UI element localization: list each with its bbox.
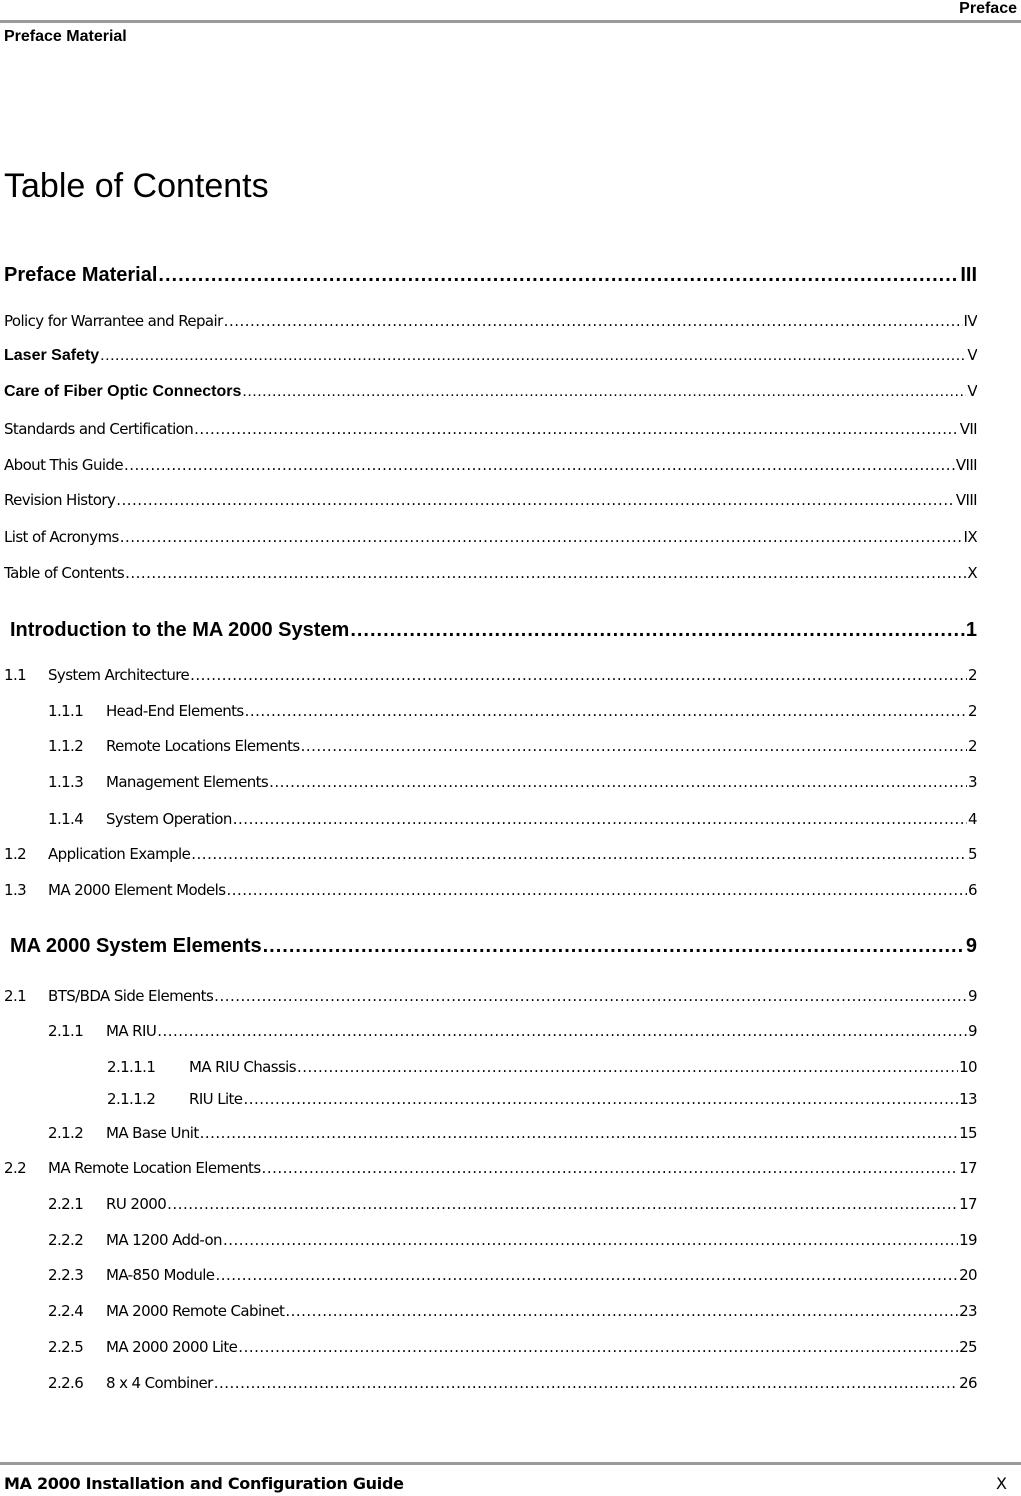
toc-entry-text: Head-End Elements [106, 702, 244, 720]
toc-entry-page: 9 [965, 935, 977, 957]
toc-entry-number: 1.1.1 [48, 702, 84, 720]
toc-entry-2-2-2[interactable] [48, 1229, 977, 1251]
toc-entry-page: V [967, 382, 977, 400]
toc-leader [243, 1088, 958, 1110]
toc-entry-1-1-4[interactable] [48, 808, 977, 830]
toc-leader [262, 1157, 959, 1179]
footer-page-number: X [996, 1474, 1007, 1493]
toc-entry-number: 1.1 [4, 666, 27, 684]
toc-entry-text: Application Example [48, 845, 191, 863]
toc-entry-table-of-contents[interactable] [4, 562, 977, 584]
toc-entry-text: MA Base Unit [106, 1124, 199, 1142]
toc-leader [100, 345, 966, 366]
toc-entry-page: VII [959, 420, 977, 438]
toc-entry-page: 23 [959, 1302, 977, 1320]
toc-entry-2-1-2[interactable] [48, 1122, 977, 1144]
toc-leader [157, 1020, 967, 1042]
toc-leader [124, 454, 955, 476]
toc-entry-1-3[interactable] [4, 879, 977, 901]
toc-entry-page: X [967, 564, 977, 582]
toc-entry-number: 2.2.2 [48, 1231, 84, 1249]
toc-leader [200, 1122, 959, 1144]
toc-entry-page: 2 [968, 702, 977, 720]
toc-entry-page: 3 [968, 773, 977, 791]
toc-leader [190, 664, 967, 686]
toc-leader [167, 1193, 958, 1215]
toc-leader [214, 985, 967, 1007]
toc-entry-text: List of Acronyms [4, 528, 119, 546]
toc-entry-number: 2.1 [4, 987, 27, 1005]
toc-entry-2-1[interactable] [4, 985, 977, 1007]
toc-entry-page: 5 [968, 845, 977, 863]
toc-entry-number: 2.1.1.2 [107, 1090, 156, 1108]
toc-entry-chapter-2[interactable] [10, 933, 977, 959]
toc-entry-page: 25 [959, 1338, 977, 1356]
toc-entry-chapter-1[interactable] [10, 617, 977, 643]
toc-entry-page: 19 [959, 1231, 977, 1249]
toc-entry-page: 13 [959, 1090, 977, 1108]
toc-entry-1-1[interactable] [4, 664, 977, 686]
toc-entry-number: 2.2.3 [48, 1266, 84, 1284]
toc-entry-number: 2.1.2 [48, 1124, 84, 1142]
toc-entry-text: MA RIU Chassis [189, 1058, 296, 1076]
toc-entry-page: 17 [959, 1159, 977, 1177]
toc-entry-page: IX [963, 528, 977, 546]
toc-entry-page: 9 [968, 1022, 977, 1040]
toc-entry-number: 1.3 [4, 881, 27, 899]
toc-entry-text: MA 2000 2000 Lite [106, 1338, 238, 1356]
toc-entry-page: 10 [959, 1058, 977, 1076]
toc-entry-text: MA 2000 System Elements [10, 935, 262, 957]
footer-document-title: MA 2000 Installation and Configuration Guide [4, 1474, 404, 1493]
toc-leader [223, 1229, 958, 1251]
toc-entry-1-1-1[interactable] [48, 700, 977, 722]
toc-entry-number: 1.1.2 [48, 737, 84, 755]
running-header-section: Preface [959, 0, 1017, 17]
toc-leader [269, 771, 967, 793]
toc-entry-number: 2.2.1 [48, 1195, 84, 1213]
toc-entry-page: III [960, 264, 977, 286]
header-rule [0, 20, 1021, 23]
toc-entry-2-1-1[interactable] [48, 1020, 977, 1042]
toc-leader [191, 843, 967, 865]
toc-entry-2-1-1-2[interactable] [107, 1088, 977, 1110]
toc-entry-text: System Operation [106, 810, 232, 828]
toc-entry-text: MA RIU [106, 1022, 157, 1040]
toc-entry-text: Standards and Certification [4, 420, 194, 438]
toc-entry-policy[interactable] [4, 310, 977, 332]
toc-entry-standards[interactable] [4, 418, 977, 440]
toc-entry-number: 2.2.4 [48, 1302, 84, 1320]
toc-leader [226, 879, 967, 901]
toc-entry-about-guide[interactable] [4, 454, 977, 476]
toc-entry-text: RIU Lite [189, 1090, 243, 1108]
toc-entry-preface-material[interactable] [4, 262, 977, 288]
toc-entry-page: 9 [968, 987, 977, 1005]
toc-leader [242, 381, 966, 402]
toc-entry-page: VIII [955, 456, 977, 474]
footer-rule [0, 1462, 1021, 1465]
toc-entry-number: 2.2.5 [48, 1338, 84, 1356]
toc-entry-acronyms[interactable] [4, 526, 977, 548]
toc-leader [215, 1264, 958, 1286]
toc-entry-1-1-2[interactable] [48, 735, 977, 757]
toc-entry-text: Remote Locations Elements [106, 737, 300, 755]
toc-leader [301, 735, 967, 757]
toc-leader [158, 262, 959, 288]
toc-leader [194, 418, 959, 440]
toc-entry-2-2-1[interactable] [48, 1193, 977, 1215]
toc-entry-page: 2 [968, 666, 977, 684]
toc-entry-1-2[interactable] [4, 843, 977, 865]
toc-entry-page: 6 [968, 881, 977, 899]
toc-entry-2-1-1-1[interactable] [107, 1056, 977, 1078]
toc-entry-text: Policy for Warrantee and Repair [4, 312, 223, 330]
toc-leader [285, 1300, 958, 1322]
toc-entry-number: 2.2.6 [48, 1374, 84, 1392]
toc-entry-text: MA 1200 Add-on [106, 1231, 222, 1249]
toc-leader [224, 310, 963, 332]
toc-entry-fiber-connectors[interactable] [4, 380, 977, 402]
toc-entry-page: 15 [959, 1124, 977, 1142]
toc-entry-text: Revision History [4, 491, 116, 509]
toc-entry-number: 1.1.3 [48, 773, 84, 791]
toc-entry-number: 2.1.1.1 [107, 1058, 156, 1076]
toc-entry-number: 1.2 [4, 845, 27, 863]
toc-entry-text: BTS/BDA Side Elements [48, 987, 214, 1005]
toc-entry-text: System Architecture [48, 666, 190, 684]
toc-entry-2-2-4[interactable] [48, 1300, 977, 1322]
toc-entry-text: Care of Fiber Optic Connectors [4, 383, 242, 400]
toc-entry-text: 8 x 4 Combiner [106, 1374, 213, 1392]
toc-entry-page: 17 [959, 1195, 977, 1213]
toc-entry-page: 20 [959, 1266, 977, 1284]
toc-entry-number: 2.2 [4, 1159, 27, 1177]
toc-entry-2-2-3[interactable] [48, 1264, 977, 1286]
toc-entry-text: MA 2000 Remote Cabinet [106, 1302, 285, 1320]
toc-leader [245, 700, 967, 722]
toc-entry-text: Preface Material [4, 264, 158, 286]
toc-entry-text: About This Guide [4, 456, 123, 474]
toc-entry-text: MA-850 Module [106, 1266, 215, 1284]
toc-entry-1-1-3[interactable] [48, 771, 977, 793]
toc-entry-page: V [967, 346, 977, 364]
toc-entry-number: 1.1.4 [48, 810, 84, 828]
toc-entry-page: 26 [959, 1374, 977, 1392]
toc-leader [297, 1056, 958, 1078]
toc-entry-text: RU 2000 [106, 1195, 167, 1213]
toc-leader [350, 617, 965, 643]
toc-entry-page: 1 [965, 619, 977, 641]
running-header-chapter: Preface Material [4, 28, 127, 45]
toc-entry-text: MA 2000 Element Models [48, 881, 226, 899]
toc-entry-text: MA Remote Location Elements [48, 1159, 261, 1177]
toc-entry-text: Management Elements [106, 773, 269, 791]
toc-entry-page: IV [963, 312, 977, 330]
toc-entry-page: 4 [968, 810, 977, 828]
toc-entry-text: Introduction to the MA 2000 System [10, 619, 350, 641]
toc-leader [238, 1336, 958, 1358]
toc-entry-2-2-6[interactable] [48, 1372, 977, 1394]
toc-leader [120, 526, 963, 548]
toc-entry-text: Table of Contents [4, 564, 125, 582]
page-title: Table of Contents [4, 167, 269, 205]
toc-leader [214, 1372, 958, 1394]
toc-leader [263, 933, 965, 959]
toc-entry-revision-history[interactable] [4, 489, 977, 511]
toc-entry-2-2[interactable] [4, 1157, 977, 1179]
toc-leader [125, 562, 966, 584]
toc-leader [233, 808, 967, 830]
toc-entry-number: 2.1.1 [48, 1022, 84, 1040]
toc-entry-page: 2 [968, 737, 977, 755]
toc-entry-page: VIII [955, 491, 977, 509]
toc-entry-text: Laser Safety [4, 347, 100, 364]
toc-entry-2-2-5[interactable] [48, 1336, 977, 1358]
toc-leader [116, 489, 955, 511]
toc-entry-laser-safety[interactable] [4, 344, 977, 366]
